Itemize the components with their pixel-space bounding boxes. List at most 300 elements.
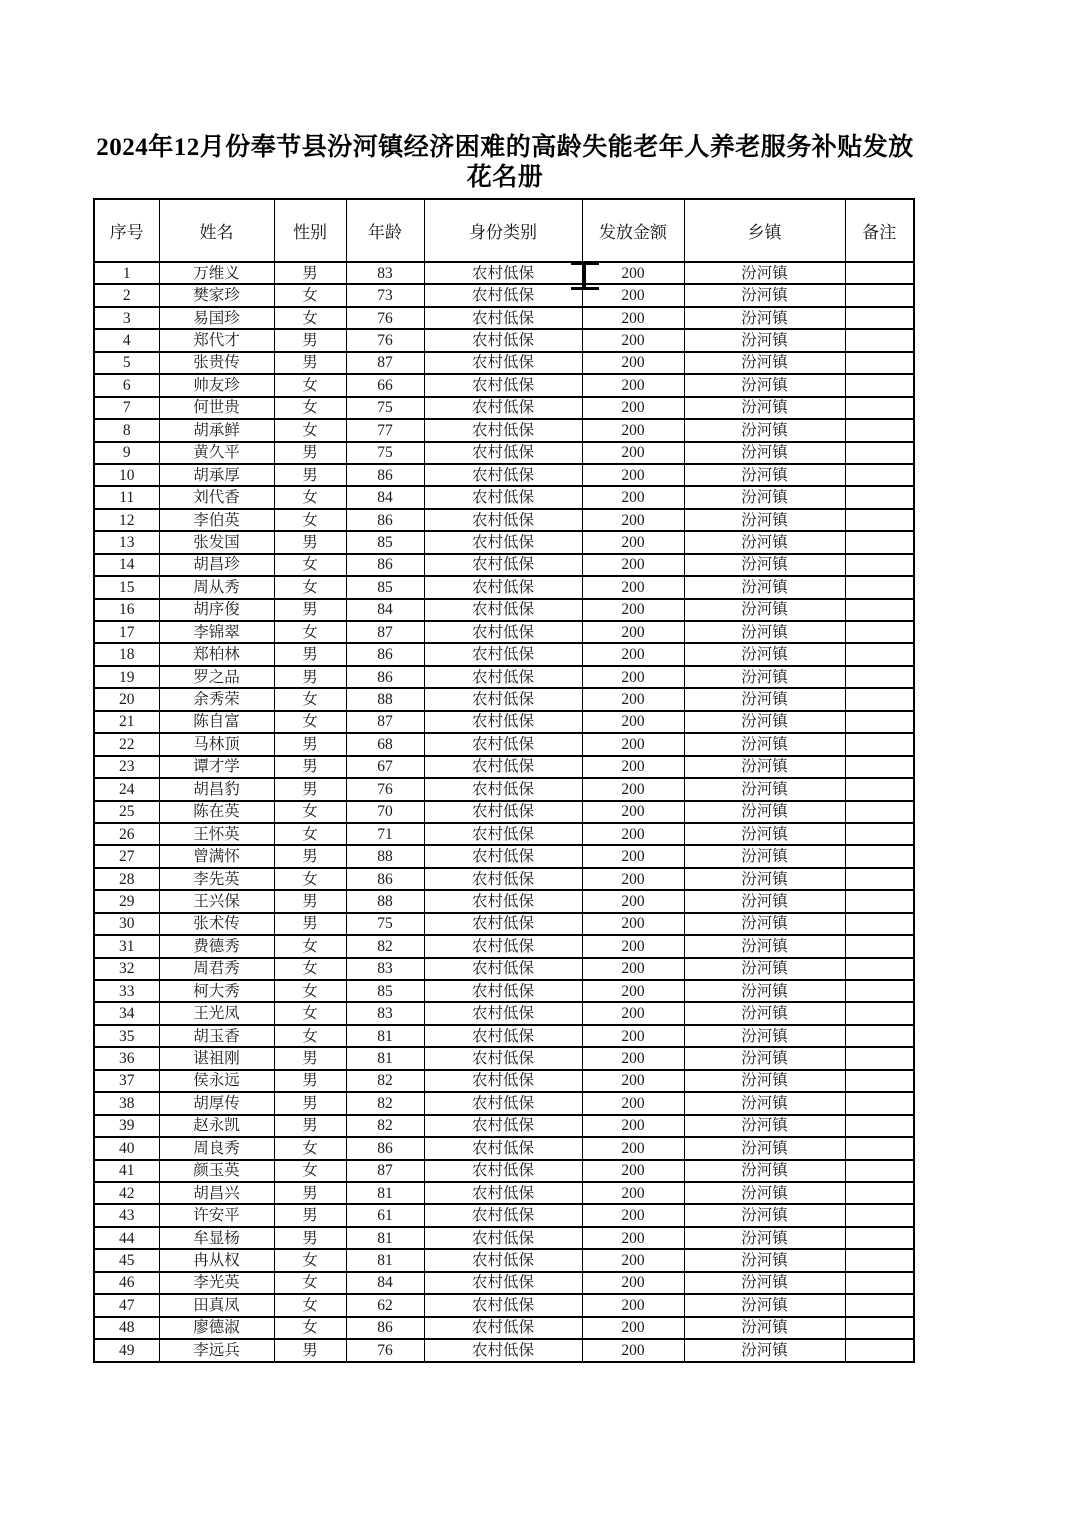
table-cell: 200 — [582, 1204, 684, 1226]
table-cell: 汾河镇 — [684, 284, 845, 306]
table-row — [94, 958, 914, 980]
table-cell: 男 — [274, 464, 346, 486]
table-cell — [845, 1047, 914, 1069]
table-cell: 胡厚传 — [159, 1092, 274, 1114]
table-cell: 200 — [582, 1227, 684, 1249]
table-cell: 81 — [346, 1227, 424, 1249]
table-cell: 200 — [582, 868, 684, 890]
table-cell: 23 — [94, 756, 159, 778]
table-cell: 汾河镇 — [684, 845, 845, 867]
table-cell: 农村低保 — [424, 1070, 582, 1092]
table-cell: 汾河镇 — [684, 329, 845, 351]
table-cell: 200 — [582, 509, 684, 531]
table-cell: 廖德淑 — [159, 1317, 274, 1339]
table-cell: 农村低保 — [424, 1182, 582, 1204]
table-cell: 86 — [346, 1317, 424, 1339]
table-cell: 9 — [94, 442, 159, 464]
table-cell: 200 — [582, 643, 684, 665]
table-cell: 81 — [346, 1047, 424, 1069]
cell-cursor-artifact — [582, 263, 586, 290]
table-cell: 200 — [582, 688, 684, 710]
table-cell: 农村低保 — [424, 1092, 582, 1114]
table-cell: 农村低保 — [424, 531, 582, 553]
header-cell: 姓名 — [159, 199, 274, 262]
table-cell: 200 — [582, 262, 684, 284]
table-cell — [845, 711, 914, 733]
table-cell: 王光凤 — [159, 1002, 274, 1024]
table-cell: 76 — [346, 778, 424, 800]
table-cell: 8 — [94, 419, 159, 441]
table-cell: 樊家珍 — [159, 284, 274, 306]
table-row — [94, 756, 914, 778]
table-cell: 胡序俊 — [159, 599, 274, 621]
table-cell: 41 — [94, 1160, 159, 1182]
table-cell: 男 — [274, 1092, 346, 1114]
table-cell — [845, 576, 914, 598]
table-cell: 45 — [94, 1249, 159, 1271]
table-row — [94, 666, 914, 688]
table-cell: 24 — [94, 778, 159, 800]
table-cell: 农村低保 — [424, 1160, 582, 1182]
table-cell: 周良秀 — [159, 1137, 274, 1159]
table-cell: 男 — [274, 733, 346, 755]
table-row — [94, 1160, 914, 1182]
table-cell: 女 — [274, 397, 346, 419]
table-cell: 200 — [582, 397, 684, 419]
table-cell: 22 — [94, 733, 159, 755]
header-cell: 序号 — [94, 199, 159, 262]
table-cell: 农村低保 — [424, 801, 582, 823]
table-row — [94, 778, 914, 800]
table-cell — [845, 554, 914, 576]
header-cell: 性别 — [274, 199, 346, 262]
table-cell: 农村低保 — [424, 756, 582, 778]
table-cell: 农村低保 — [424, 890, 582, 912]
table-cell: 15 — [94, 576, 159, 598]
table-cell: 农村低保 — [424, 621, 582, 643]
table-cell: 11 — [94, 486, 159, 508]
table-cell — [845, 1249, 914, 1271]
table-cell: 76 — [346, 329, 424, 351]
table-cell: 200 — [582, 756, 684, 778]
header-cell: 备注 — [845, 199, 914, 262]
table-cell: 王怀英 — [159, 823, 274, 845]
table-cell: 200 — [582, 666, 684, 688]
table-cell: 6 — [94, 374, 159, 396]
table-cell: 26 — [94, 823, 159, 845]
table-row — [94, 621, 914, 643]
table-cell: 汾河镇 — [684, 1070, 845, 1092]
table-cell: 汾河镇 — [684, 1339, 845, 1362]
table-cell — [845, 374, 914, 396]
table-cell: 84 — [346, 1272, 424, 1294]
table-cell: 84 — [346, 486, 424, 508]
table-cell — [845, 1227, 914, 1249]
table-cell — [845, 464, 914, 486]
table-cell: 86 — [346, 643, 424, 665]
table-cell: 许安平 — [159, 1204, 274, 1226]
table-cell: 2 — [94, 284, 159, 306]
table-cell: 女 — [274, 419, 346, 441]
table-cell: 75 — [346, 913, 424, 935]
table-cell: 200 — [582, 845, 684, 867]
table-row — [94, 1272, 914, 1294]
table-cell: 82 — [346, 1070, 424, 1092]
table-cell: 女 — [274, 374, 346, 396]
table-cell: 汾河镇 — [684, 576, 845, 598]
table-cell — [845, 756, 914, 778]
table-cell: 赵永凯 — [159, 1115, 274, 1137]
table-cell: 86 — [346, 1137, 424, 1159]
table-cell: 汾河镇 — [684, 621, 845, 643]
table-cell: 200 — [582, 464, 684, 486]
table-cell — [845, 801, 914, 823]
table-cell: 汾河镇 — [684, 801, 845, 823]
table-cell: 汾河镇 — [684, 688, 845, 710]
table-cell: 汾河镇 — [684, 823, 845, 845]
table-cell: 汾河镇 — [684, 486, 845, 508]
table-cell: 李锦翠 — [159, 621, 274, 643]
table-cell: 200 — [582, 935, 684, 957]
table-cell: 77 — [346, 419, 424, 441]
table-cell: 44 — [94, 1227, 159, 1249]
table-cell: 男 — [274, 599, 346, 621]
table-cell: 200 — [582, 352, 684, 374]
table-row — [94, 801, 914, 823]
table-cell — [845, 778, 914, 800]
table-cell: 200 — [582, 733, 684, 755]
table-cell: 男 — [274, 329, 346, 351]
table-cell: 200 — [582, 1160, 684, 1182]
table-cell: 73 — [346, 284, 424, 306]
table-cell — [845, 1317, 914, 1339]
table-cell: 汾河镇 — [684, 868, 845, 890]
table-cell: 200 — [582, 307, 684, 329]
table-row — [94, 374, 914, 396]
table-cell: 28 — [94, 868, 159, 890]
table-cell: 汾河镇 — [684, 307, 845, 329]
table-cell — [845, 733, 914, 755]
table-cell: 200 — [582, 1092, 684, 1114]
table-cell — [845, 1137, 914, 1159]
table-cell — [845, 1339, 914, 1362]
table-cell: 200 — [582, 1272, 684, 1294]
table-cell: 农村低保 — [424, 868, 582, 890]
table-cell — [845, 1092, 914, 1114]
table-cell: 汾河镇 — [684, 374, 845, 396]
table-cell: 7 — [94, 397, 159, 419]
table-cell — [845, 419, 914, 441]
table-cell: 66 — [346, 374, 424, 396]
table-cell: 200 — [582, 1115, 684, 1137]
table-cell: 农村低保 — [424, 778, 582, 800]
table-cell — [845, 890, 914, 912]
table-cell: 16 — [94, 599, 159, 621]
table-cell: 农村低保 — [424, 733, 582, 755]
table-cell: 88 — [346, 890, 424, 912]
table-cell: 女 — [274, 958, 346, 980]
table-cell: 男 — [274, 1339, 346, 1362]
table-cell: 25 — [94, 801, 159, 823]
table-cell: 男 — [274, 352, 346, 374]
table-row — [94, 284, 914, 306]
table-cell: 女 — [274, 486, 346, 508]
table-cell — [845, 262, 914, 284]
table-row — [94, 1092, 914, 1114]
table-cell: 200 — [582, 1137, 684, 1159]
table-cell: 农村低保 — [424, 1294, 582, 1316]
roster-table — [93, 198, 915, 1363]
table-cell: 农村低保 — [424, 329, 582, 351]
table-cell: 帅友珍 — [159, 374, 274, 396]
table-cell: 女 — [274, 1272, 346, 1294]
table-cell: 男 — [274, 890, 346, 912]
table-row — [94, 1249, 914, 1271]
table-cell: 汾河镇 — [684, 711, 845, 733]
table-row — [94, 509, 914, 531]
table-cell: 200 — [582, 1047, 684, 1069]
table-cell: 农村低保 — [424, 913, 582, 935]
table-row — [94, 935, 914, 957]
table-cell: 86 — [346, 464, 424, 486]
table-cell: 200 — [582, 1249, 684, 1271]
table-cell: 农村低保 — [424, 486, 582, 508]
table-cell: 85 — [346, 531, 424, 553]
table-cell: 200 — [582, 980, 684, 1002]
table-cell: 31 — [94, 935, 159, 957]
table-cell: 农村低保 — [424, 1115, 582, 1137]
table-row — [94, 980, 914, 1002]
table-cell: 83 — [346, 1002, 424, 1024]
table-cell: 农村低保 — [424, 397, 582, 419]
table-cell: 汾河镇 — [684, 1294, 845, 1316]
table-cell: 27 — [94, 845, 159, 867]
table-cell: 汾河镇 — [684, 1227, 845, 1249]
table-cell: 汾河镇 — [684, 1092, 845, 1114]
table-cell: 男 — [274, 1182, 346, 1204]
table-row — [94, 262, 914, 284]
table-cell: 女 — [274, 823, 346, 845]
table-cell: 200 — [582, 374, 684, 396]
table-cell: 30 — [94, 913, 159, 935]
table-cell: 陈在英 — [159, 801, 274, 823]
table-row — [94, 1182, 914, 1204]
table-cell: 汾河镇 — [684, 1272, 845, 1294]
table-cell: 马林顶 — [159, 733, 274, 755]
table-cell: 农村低保 — [424, 935, 582, 957]
table-cell: 男 — [274, 666, 346, 688]
table-cell: 农村低保 — [424, 823, 582, 845]
table-cell: 37 — [94, 1070, 159, 1092]
table-cell: 女 — [274, 1137, 346, 1159]
table-cell: 61 — [346, 1204, 424, 1226]
table-cell: 14 — [94, 554, 159, 576]
table-cell — [845, 442, 914, 464]
table-cell: 农村低保 — [424, 1025, 582, 1047]
table-cell: 黄久平 — [159, 442, 274, 464]
table-cell: 周从秀 — [159, 576, 274, 598]
table-cell — [845, 1204, 914, 1226]
table-cell — [845, 284, 914, 306]
table-cell: 农村低保 — [424, 643, 582, 665]
table-cell: 女 — [274, 711, 346, 733]
table-cell: 200 — [582, 913, 684, 935]
table-cell: 200 — [582, 801, 684, 823]
table-cell: 40 — [94, 1137, 159, 1159]
table-cell: 张发国 — [159, 531, 274, 553]
table-cell: 86 — [346, 554, 424, 576]
table-cell: 女 — [274, 868, 346, 890]
table-cell: 200 — [582, 442, 684, 464]
table-cell: 200 — [582, 1002, 684, 1024]
table-cell: 85 — [346, 980, 424, 1002]
table-cell: 29 — [94, 890, 159, 912]
table-row — [94, 1070, 914, 1092]
table-cell: 农村低保 — [424, 374, 582, 396]
table-cell: 女 — [274, 509, 346, 531]
table-cell: 李伯英 — [159, 509, 274, 531]
table-cell: 曾满怀 — [159, 845, 274, 867]
table-cell: 李远兵 — [159, 1339, 274, 1362]
table-cell: 19 — [94, 666, 159, 688]
table-cell — [845, 307, 914, 329]
table-cell — [845, 486, 914, 508]
table-cell: 农村低保 — [424, 1317, 582, 1339]
table-cell: 汾河镇 — [684, 958, 845, 980]
table-cell: 农村低保 — [424, 599, 582, 621]
table-cell: 女 — [274, 554, 346, 576]
table-cell: 汾河镇 — [684, 1137, 845, 1159]
table-cell: 汾河镇 — [684, 756, 845, 778]
table-cell: 柯大秀 — [159, 980, 274, 1002]
table-cell: 女 — [274, 1002, 346, 1024]
table-cell: 农村低保 — [424, 576, 582, 598]
table-cell: 农村低保 — [424, 1227, 582, 1249]
table-row — [94, 1115, 914, 1137]
header-row — [94, 199, 914, 262]
table-cell: 200 — [582, 329, 684, 351]
table-cell: 48 — [94, 1317, 159, 1339]
table-cell: 女 — [274, 1294, 346, 1316]
table-cell: 郑柏林 — [159, 643, 274, 665]
header-cell: 乡镇 — [684, 199, 845, 262]
table-cell: 谭才学 — [159, 756, 274, 778]
table-cell: 75 — [346, 397, 424, 419]
table-row — [94, 442, 914, 464]
table-cell: 费德秀 — [159, 935, 274, 957]
table-cell — [845, 868, 914, 890]
table-cell: 87 — [346, 711, 424, 733]
table-cell: 汾河镇 — [684, 554, 845, 576]
header-cell: 年龄 — [346, 199, 424, 262]
table-row — [94, 531, 914, 553]
table-cell: 83 — [346, 958, 424, 980]
table-cell: 男 — [274, 1115, 346, 1137]
table-cell: 男 — [274, 1204, 346, 1226]
table-cell: 男 — [274, 643, 346, 665]
table-cell: 农村低保 — [424, 1249, 582, 1271]
table-cell: 农村低保 — [424, 464, 582, 486]
table-row — [94, 329, 914, 351]
table-cell — [845, 1070, 914, 1092]
table-cell: 1 — [94, 262, 159, 284]
table-cell: 36 — [94, 1047, 159, 1069]
table-cell: 81 — [346, 1249, 424, 1271]
table-cell: 71 — [346, 823, 424, 845]
table-cell: 汾河镇 — [684, 419, 845, 441]
table-cell: 农村低保 — [424, 688, 582, 710]
table-cell: 汾河镇 — [684, 778, 845, 800]
table-cell: 农村低保 — [424, 1002, 582, 1024]
table-row — [94, 307, 914, 329]
table-cell: 200 — [582, 1070, 684, 1092]
table-cell: 余秀荣 — [159, 688, 274, 710]
table-cell: 男 — [274, 845, 346, 867]
table-cell: 88 — [346, 688, 424, 710]
table-row — [94, 643, 914, 665]
table-cell: 农村低保 — [424, 419, 582, 441]
table-cell: 罗之品 — [159, 666, 274, 688]
table-cell: 男 — [274, 1047, 346, 1069]
table-cell: 侯永远 — [159, 1070, 274, 1092]
table-cell: 郑代才 — [159, 329, 274, 351]
table-cell — [845, 531, 914, 553]
table-row — [94, 1227, 914, 1249]
table-cell: 汾河镇 — [684, 1115, 845, 1137]
table-cell: 胡昌珍 — [159, 554, 274, 576]
table-cell: 牟显杨 — [159, 1227, 274, 1249]
table-cell: 汾河镇 — [684, 1025, 845, 1047]
table-cell: 女 — [274, 1025, 346, 1047]
table-cell: 王兴保 — [159, 890, 274, 912]
table-cell: 75 — [346, 442, 424, 464]
table-cell: 汾河镇 — [684, 464, 845, 486]
table-cell: 12 — [94, 509, 159, 531]
table-cell: 张术传 — [159, 913, 274, 935]
table-cell — [845, 1002, 914, 1024]
document-content — [93, 0, 917, 1363]
table-cell: 汾河镇 — [684, 890, 845, 912]
table-cell: 农村低保 — [424, 509, 582, 531]
table-cell: 43 — [94, 1204, 159, 1226]
table-row — [94, 576, 914, 598]
table-cell: 谌祖刚 — [159, 1047, 274, 1069]
table-cell: 农村低保 — [424, 980, 582, 1002]
table-cell: 农村低保 — [424, 284, 582, 306]
table-cell — [845, 980, 914, 1002]
table-cell: 农村低保 — [424, 554, 582, 576]
table-cell: 陈自富 — [159, 711, 274, 733]
table-cell: 农村低保 — [424, 1339, 582, 1362]
table-cell: 62 — [346, 1294, 424, 1316]
table-cell: 83 — [346, 262, 424, 284]
table-cell: 汾河镇 — [684, 935, 845, 957]
table-cell: 汾河镇 — [684, 1204, 845, 1226]
table-cell: 女 — [274, 980, 346, 1002]
table-cell: 33 — [94, 980, 159, 1002]
table-row — [94, 352, 914, 374]
table-cell: 农村低保 — [424, 1137, 582, 1159]
table-cell: 胡昌兴 — [159, 1182, 274, 1204]
table-cell — [845, 1294, 914, 1316]
table-cell: 200 — [582, 284, 684, 306]
table-cell: 汾河镇 — [684, 643, 845, 665]
table-row — [94, 845, 914, 867]
table-cell: 200 — [582, 778, 684, 800]
table-cell: 男 — [274, 442, 346, 464]
table-row — [94, 419, 914, 441]
table-cell: 女 — [274, 1249, 346, 1271]
